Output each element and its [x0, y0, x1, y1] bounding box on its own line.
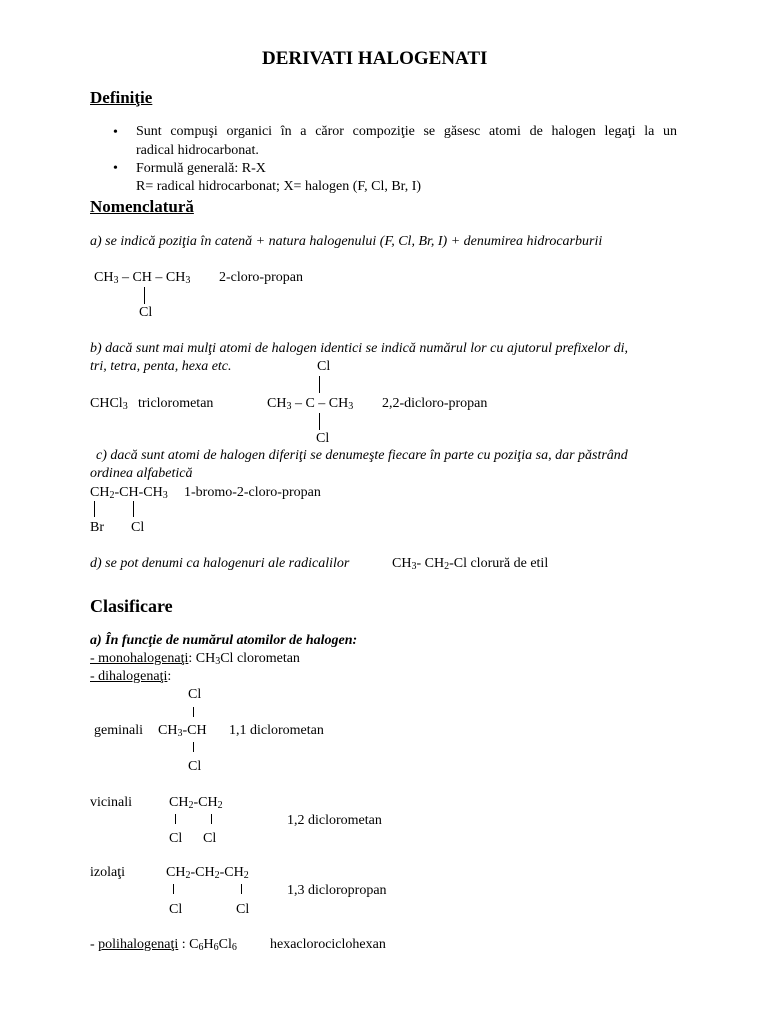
nomenclatura-b-line1: b) dacă sunt mai mulţi atomi de halogen identici se indică numărul lor cu ajutorul prefixelor di,: [90, 341, 629, 356]
bond-line: [175, 814, 176, 824]
formula-clorura-de-etil: $CH_3-$ $CH_2-Cl$ clorură de etil: [392, 556, 549, 572]
definitie-bullet2-line1: Formulă generală: R-X: [136, 161, 266, 176]
cl-atom: Cl: [169, 902, 183, 917]
nomenclatura-c-line2: ordinea alfabetică: [90, 466, 193, 481]
formula-2-2-dicloro-propan: $CH_3$ – C – $CH_3$: [267, 396, 354, 412]
nomenclatura-heading: Nomenclatură: [90, 197, 194, 216]
name-2-cloro-propan: 2-cloro-propan: [219, 270, 303, 285]
bond-line: [319, 376, 320, 393]
polihalogenati-line: - polihalogenaţi : $C_6H_6Cl_6$: [90, 937, 237, 953]
nomenclatura-d-text: d) se pot denumi ca halogenuri ale radicalilor: [90, 556, 350, 571]
dihalogenati-line: - dihalogenaţi:: [90, 669, 172, 684]
formula-geminali: $CH_3-CH$: [158, 723, 207, 739]
cl-atom: Cl: [188, 687, 202, 702]
bond-line: [173, 884, 174, 894]
cl-atom: Cl: [203, 831, 217, 846]
name-1-1-diclorometan: 1,1 diclorometan: [229, 723, 324, 738]
definitie-heading: Definiţie: [90, 88, 153, 107]
cl-atom: Cl: [139, 305, 153, 320]
bond-line: [193, 742, 194, 752]
cl-atom: Cl: [169, 831, 183, 846]
bond-line: [241, 884, 242, 894]
definitie-bullet1-line2: radical hidrocarbonat.: [136, 143, 259, 158]
bond-line: [94, 501, 95, 517]
bullet-dot: •: [113, 125, 118, 140]
formula-2-cloro-propan: $CH_3$ – CH – $CH_3$: [94, 270, 191, 286]
vicinali-label: vicinali: [90, 795, 132, 810]
br-atom: Br: [90, 520, 104, 535]
cl-atom: Cl: [236, 902, 250, 917]
name-1-2-diclorometan: 1,2 diclorometan: [287, 813, 382, 828]
name-2-2-dicloro-propan: 2,2-dicloro-propan: [382, 396, 488, 411]
bond-line: [193, 707, 194, 717]
bond-line: [319, 413, 320, 430]
definitie-bullet2-line2: R= radical hidrocarbonat; X= halogen (F, Cl, Br, I): [136, 179, 422, 194]
geminali-label: geminali: [94, 723, 143, 738]
bond-line: [211, 814, 212, 824]
cl-atom: Cl: [188, 759, 202, 774]
formula-chcl3: CHCl$_3$: [90, 396, 128, 412]
formula-1-bromo-2-cloro-propan: $CH_2-CH-CH_3$: [90, 485, 168, 501]
bullet-dot: •: [113, 161, 118, 176]
bond-line: [133, 501, 134, 517]
name-1-bromo-2-cloro-propan: 1-bromo-2-cloro-propan: [184, 485, 321, 500]
izolati-label: izolaţi: [90, 865, 125, 880]
monohalogenati-line: - monohalogenaţi: $CH_3Cl$ clorometan: [90, 651, 300, 667]
nomenclatura-b-line2: tri, tetra, penta, hexa etc.: [90, 359, 232, 374]
name-1-3-dicloropropan: 1,3 dicloropropan: [287, 883, 387, 898]
cl-atom: Cl: [131, 520, 145, 535]
nomenclatura-a-text: a) se indică poziţia în catenă + natura halogenului (F, Cl, Br, I) + denumirea hidrocarburii: [90, 234, 603, 249]
cl-atom: Cl: [316, 431, 330, 446]
definitie-bullet1-line1: Sunt compuşi organici în a căror compoziţie se găsesc atomi de halogen legaţi la un: [136, 124, 677, 139]
name-triclorometan: triclorometan: [138, 396, 214, 411]
name-hexaclorociclohexan: hexaclorociclohexan: [270, 937, 386, 952]
formula-vicinali: $CH_2-CH_2$: [169, 795, 223, 811]
formula-izolati: $CH_2-CH_2-CH_2$: [166, 865, 249, 881]
bond-line: [144, 287, 145, 304]
page-title: DERIVATI HALOGENATI: [262, 48, 488, 69]
clasificare-a-heading: a) În funcţie de numărul atomilor de halogen:: [90, 633, 358, 648]
nomenclatura-c-line1: c) dacă sunt atomi de halogen diferiţi se denumeşte fiecare în parte cu poziţia sa, dar păstrând: [96, 448, 628, 463]
clasificare-heading: Clasificare: [90, 596, 173, 616]
cl-atom: Cl: [317, 359, 331, 374]
